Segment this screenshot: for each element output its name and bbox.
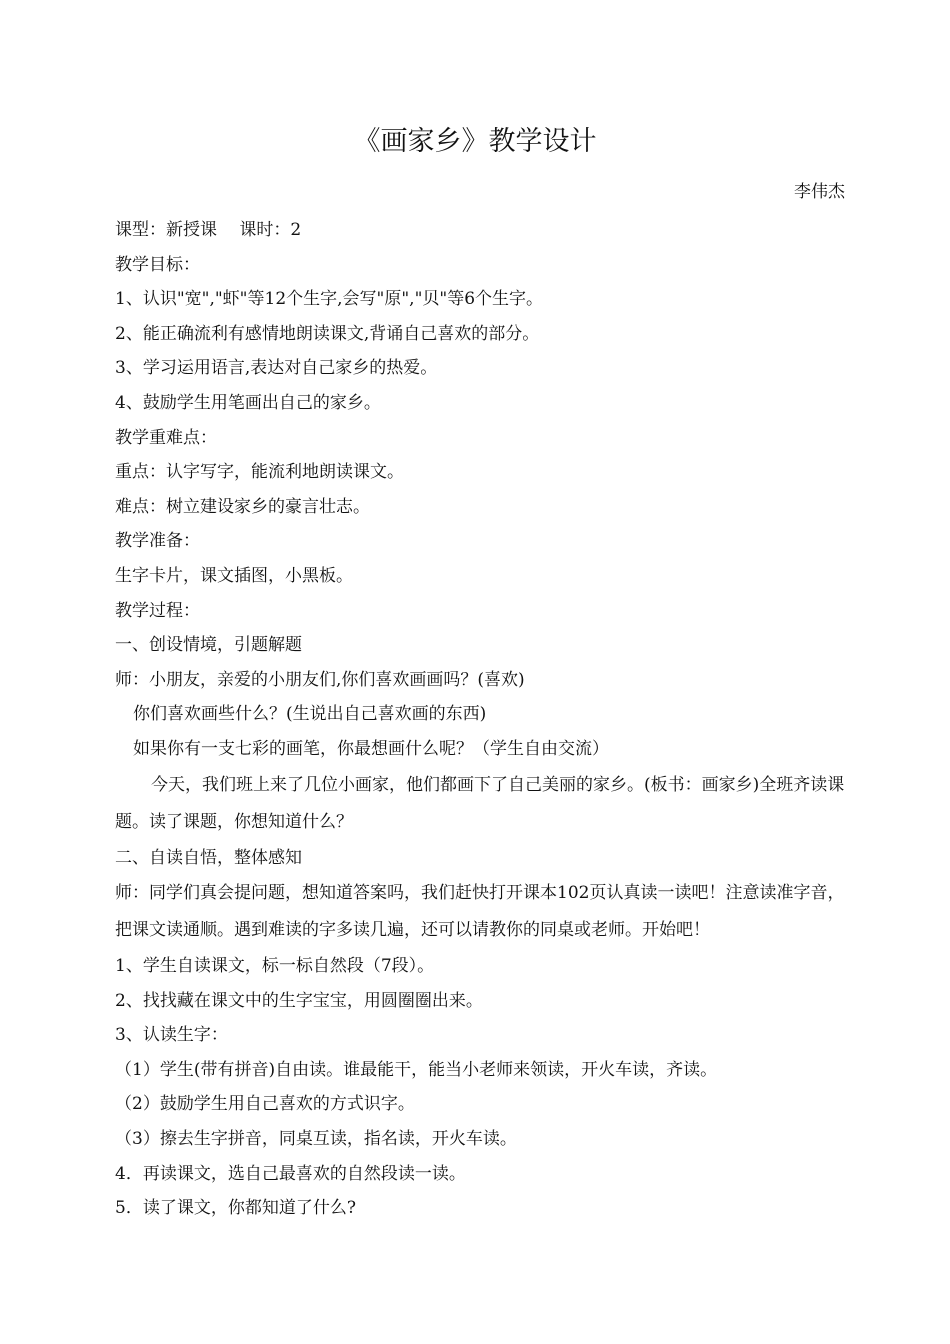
objective-item-4: 4、鼓励学生用笔画出自己的家乡。	[115, 392, 381, 413]
preparation-line: 生字卡片，课文插图，小黑板。	[115, 565, 353, 586]
objective-item-3: 3、学习运用语言,表达对自己家乡的热爱。	[115, 358, 438, 379]
section-heading-key-points: 教学重难点：	[115, 427, 217, 448]
dialogue-line: 师：小朋友，亲爱的小朋友们,你们喜欢画画吗？(喜欢)	[115, 669, 525, 690]
course-info-line: 课型：新授课 课时：2	[115, 220, 302, 240]
paragraph-intro: 今天，我们班上来了几位小画家，他们都画下了自己美丽的家乡。(板书：画家乡)全班齐读课题。读了课题，你想知道什么？	[115, 774, 845, 832]
section-heading-objectives: 教学目标：	[115, 254, 200, 275]
sub-item-3: （3）擦去生字拼音，同桌互读，指名读，开火车读。	[115, 1129, 517, 1150]
dialogue-line: 你们喜欢画些什么？(生说出自己喜欢画的东西)	[133, 704, 487, 725]
activity-item-4: 4．再读课文，选自己最喜欢的自然段读一读。	[115, 1163, 466, 1184]
objective-item-1: 1、认识"宽","虾"等12个生字,会写"原","贝"等6个生字。	[115, 289, 544, 310]
activity-item-1: 1、学生自读课文，标一标自然段（7段）。	[115, 956, 435, 977]
section-heading-process: 教学过程：	[115, 600, 200, 621]
document-title: 《画家乡》教学设计	[353, 126, 597, 157]
section-heading-preparation: 教学准备：	[115, 531, 200, 552]
document-body	[115, 213, 850, 1226]
dialogue-line: 如果你有一支七彩的画笔，你最想画什么呢？（学生自由交流）	[133, 738, 609, 759]
step-heading-1: 一、创设情境，引题解题	[115, 635, 302, 656]
paragraph-instructions: 师：同学们真会提问题，想知道答案吗，我们赶快打开课本102页认真读一读吧！注意读准字音，把课文读通顺。遇到难读的字多读几遍，还可以请教你的同桌或老师。开始吧！	[115, 883, 845, 941]
activity-item-5: 5．读了课文，你都知道了什么?	[115, 1198, 356, 1219]
sub-item-2: （2）鼓励学生用自己喜欢的方式识字。	[115, 1094, 415, 1115]
step-heading-2: 二、自读自悟，整体感知	[115, 847, 302, 868]
author-name: 李伟杰	[794, 182, 845, 202]
activity-item-3: 3、认读生字：	[115, 1025, 228, 1046]
objective-item-2: 2、能正确流利有感情地朗读课文,背诵自己喜欢的部分。	[115, 323, 540, 344]
sub-item-1: （1）学生(带有拼音)自由读。谁最能干，能当小老师来领读，开火车读，齐读。	[115, 1059, 718, 1080]
activity-item-2: 2、找找藏在课文中的生字宝宝，用圆圈圈出来。	[115, 990, 483, 1011]
difficult-point-line: 难点：树立建设家乡的豪言壮志。	[115, 496, 370, 517]
key-point-line: 重点：认字写字，能流利地朗读课文。	[115, 462, 404, 483]
